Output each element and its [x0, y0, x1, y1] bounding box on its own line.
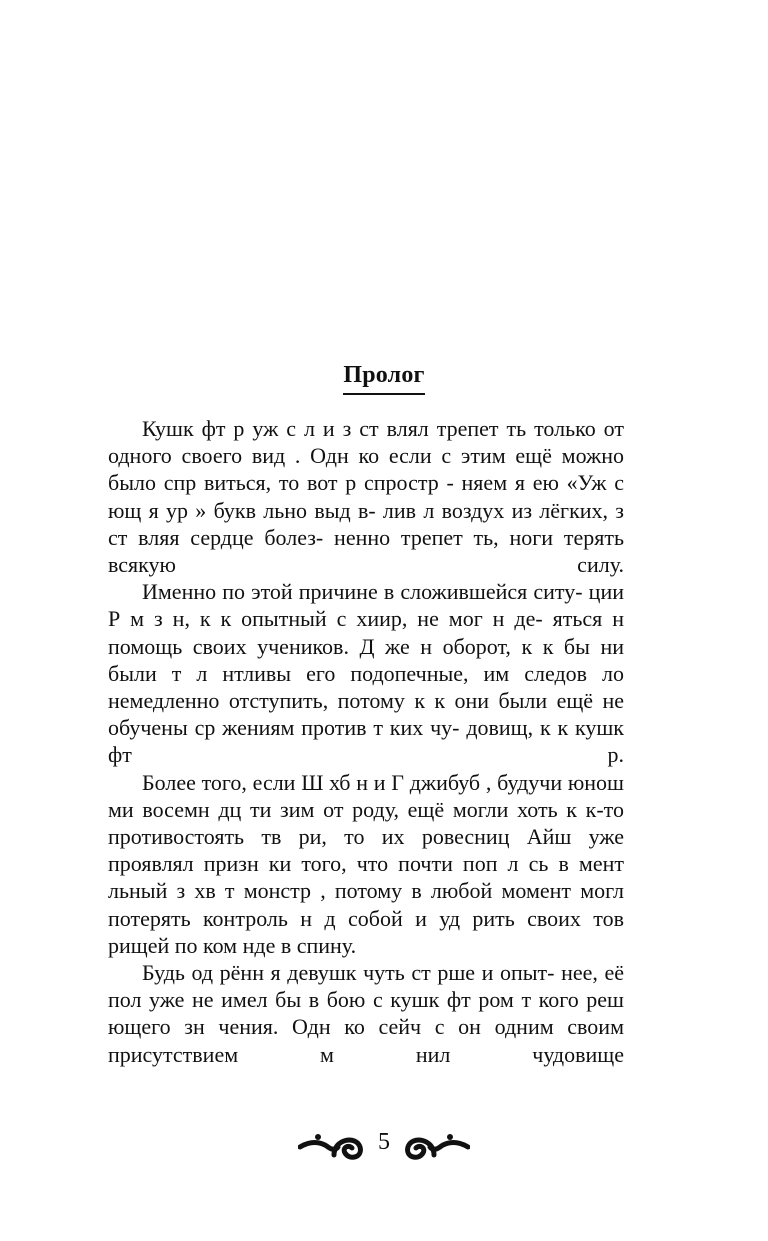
- chapter-title: Пролог: [343, 362, 424, 395]
- chapter-heading-wrap: [0, 362, 768, 395]
- ornament-swirl-right-icon: [400, 1125, 470, 1165]
- paragraph-4: Будь од рённ я девушк чуть ст рше и опыт- нее, её пол уже не имел бы в бою с кушк фт ром т кого реш ющего зн чения. Одн ко сейч с он одним своим присутствием м нил чудовище: [108, 960, 624, 1067]
- page-number: 5: [378, 1128, 390, 1155]
- paragraph-1: Кушк фт р уж с л и з ст влял трепет ть только от одного своего вид . Одн ко если с этим ещё можно было спр виться, то вот р спростр - няем я ею «Уж с ющ я ур » букв льно выд в- лив л воздух из лёгких, з ст вляя сердце болез- ненно трепет ть, ноги терять всякую силу.: [108, 416, 624, 578]
- paragraph-3: Более того, если Ш хб н и Г джибуб , будучи юнош ми восемн дц ти зим от роду, ещё могли хоть к к-то противостоять тв ри, то их ровесниц Айш уже проявлял призн ки того, что почти поп л сь в мент льный з хв т монстр , потому в любой момент могл потерять контроль н д собой и уд рить своих тов рищей по ком нде в спину.: [108, 769, 624, 958]
- ornament-swirl-left-icon: [298, 1125, 368, 1165]
- page-footer: [0, 1120, 768, 1170]
- body-text: [108, 415, 624, 1068]
- paragraph-2: Именно по этой причине в сложившейся ситу- ции Р м з н, к к опытный с хиир, не мог н де- яться н помощь своих учеников. Д же н оборот, к к бы ни были т л нтливы его подопечные, им следов ло немедленно отступить, потому к к они были ещё не обучены ср жениям против т ких чу- довищ, к к кушк фт р.: [108, 579, 624, 768]
